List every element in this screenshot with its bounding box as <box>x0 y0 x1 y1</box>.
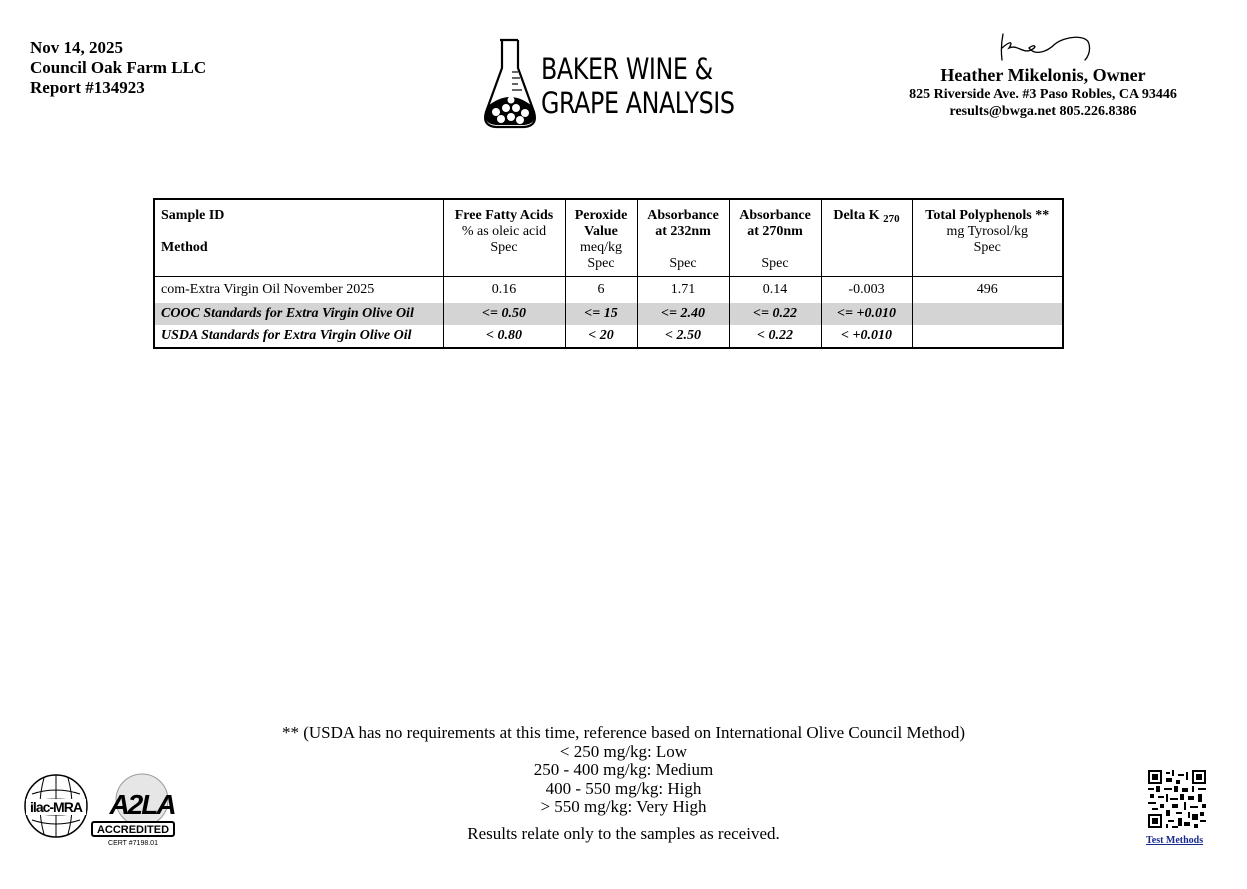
tp-method: Spec <box>973 240 1001 255</box>
sample-id-label: Sample ID <box>161 208 225 223</box>
cell-dk: -0.003 <box>821 277 912 303</box>
cell-sample: com-Extra Virgin Oil November 2025 <box>154 277 443 303</box>
header-delta-k <box>821 199 912 277</box>
header-free-fatty-acids <box>443 199 565 277</box>
polyphenol-level: 400 - 550 mg/kg: High <box>545 778 702 798</box>
cell-a270: 0.14 <box>729 277 821 303</box>
cell-a270: < 0.22 <box>729 325 821 348</box>
report-header <box>30 38 206 98</box>
polyphenol-level: < 250 mg/kg: Low <box>559 741 688 761</box>
header-total-polyphenols <box>912 199 1063 277</box>
pv-title-1: Peroxide <box>574 208 628 223</box>
a232-method: Spec <box>669 256 697 271</box>
polyphenol-level: 250 - 400 mg/kg: Medium <box>533 760 714 779</box>
accreditation-logos <box>24 772 184 850</box>
a232-title-1: Absorbance <box>647 208 719 223</box>
cell-a232: < 2.50 <box>637 325 729 348</box>
qr-code-icon[interactable] <box>1148 770 1206 828</box>
results-table <box>153 198 1064 349</box>
method-label: Method <box>161 240 208 255</box>
lab-email-phone: results@bwga.net 805.226.8386 <box>949 104 1137 119</box>
cert-text: CERT #7198.01 <box>108 840 158 847</box>
cell-a270: <= 0.22 <box>729 303 821 325</box>
header-peroxide-value <box>565 199 637 277</box>
ilac-text: ilac-MRA <box>30 799 82 815</box>
a270-method: Spec <box>761 256 789 271</box>
table-row <box>154 303 1063 325</box>
test-methods-link[interactable]: Test Methods <box>1146 835 1204 846</box>
table-row <box>154 277 1063 303</box>
pv-title-2: Value <box>584 224 618 239</box>
accredited-text: ACCREDITED <box>96 824 170 836</box>
table-header-row <box>154 199 1063 277</box>
cell-a232: <= 2.40 <box>637 303 729 325</box>
signature-icon <box>983 30 1103 66</box>
a270-title-2: at 270nm <box>747 224 803 239</box>
logo-wordmark <box>541 52 735 120</box>
cell-tp <box>912 325 1063 348</box>
a270-title-1: Absorbance <box>739 208 811 223</box>
report-number: Report #134923 <box>30 78 145 97</box>
a2la-logo <box>92 774 175 847</box>
tp-unit: mg Tyrosol/kg <box>946 224 1029 239</box>
table-row <box>154 325 1063 348</box>
contact-block <box>883 30 1203 120</box>
report-date: Nov 14, 2025 <box>30 38 124 57</box>
logo-line-2: GRAPE ANALYSIS <box>541 86 735 120</box>
header-absorbance-232 <box>637 199 729 277</box>
lab-address: 825 Riverside Ave. #3 Paso Robles, CA 93446 <box>909 87 1177 102</box>
ffa-unit: % as oleic acid <box>461 224 547 239</box>
flask-icon <box>482 38 538 130</box>
tp-title: Total Polyphenols ** <box>925 208 1050 223</box>
cell-sample: USDA Standards for Extra Virgin Olive Oil <box>154 325 443 348</box>
cell-pv: < 20 <box>565 325 637 348</box>
header-sample-id <box>154 199 443 277</box>
qr-block <box>1146 770 1208 846</box>
cell-a232: 1.71 <box>637 277 729 303</box>
dk-subscript: 270 <box>883 213 900 225</box>
cell-tp: 496 <box>912 277 1063 303</box>
ffa-method: Spec <box>490 240 518 255</box>
cell-sample: COOC Standards for Extra Virgin Olive Oil <box>154 303 443 325</box>
dk-title: Delta K <box>833 208 880 223</box>
cell-tp <box>912 303 1063 325</box>
company-logo <box>482 38 742 130</box>
ffa-title: Free Fatty Acids <box>454 208 554 223</box>
polyphenol-level: > 550 mg/kg: Very High <box>540 797 707 816</box>
header-absorbance-270 <box>729 199 821 277</box>
owner-name: Heather Mikelonis, Owner <box>940 65 1146 85</box>
pv-unit: meq/kg <box>580 240 622 255</box>
logo-line-1: BAKER WINE & <box>541 52 713 86</box>
client-name: Council Oak Farm LLC <box>30 58 207 77</box>
results-disclaimer: Results relate only to the samples as received. <box>467 823 780 843</box>
ilac-mra-logo <box>25 775 87 837</box>
cell-ffa: <= 0.50 <box>443 303 565 325</box>
a232-title-2: at 232nm <box>655 224 711 239</box>
footnote-note: ** (USDA has no requirements at this time, reference based on International Olive Council Method) <box>281 723 966 742</box>
cell-pv: <= 15 <box>565 303 637 325</box>
pv-method: Spec <box>587 256 615 271</box>
accreditation-icon <box>24 772 184 850</box>
cell-pv: 6 <box>565 277 637 303</box>
a2la-text: A2LA <box>109 789 175 820</box>
footnote <box>0 724 1247 843</box>
cell-ffa: < 0.80 <box>443 325 565 348</box>
cell-dk: < +0.010 <box>821 325 912 348</box>
cell-ffa: 0.16 <box>443 277 565 303</box>
cell-dk: <= +0.010 <box>821 303 912 325</box>
